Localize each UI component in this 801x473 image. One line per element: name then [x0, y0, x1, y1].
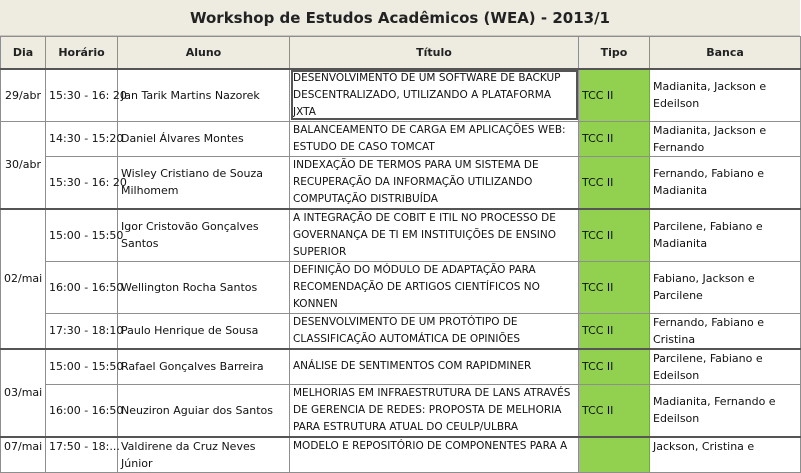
cell-horario[interactable]: 15:00 - 15:50: [46, 349, 118, 385]
header-tipo[interactable]: Tipo: [579, 37, 650, 69]
cell-aluno[interactable]: Igor Cristovão Gonçalves Santos: [118, 209, 290, 262]
cell-horario[interactable]: 16:00 - 16:50: [46, 261, 118, 313]
cell-aluno[interactable]: Paulo Henrique de Sousa: [118, 313, 290, 349]
schedule-table: [0, 36, 801, 473]
cell-banca[interactable]: Madianita, Jackson e Edeilson: [650, 69, 801, 122]
cell-dia[interactable]: 29/abr: [1, 69, 46, 122]
cell-titulo[interactable]: DEFINIÇÃO DO MÓDULO DE ADAPTAÇÃO PARA RECOMENDAÇÃO DE ARTIGOS CIENTÍFICOS NO KONNEN: [290, 261, 579, 313]
cell-aluno[interactable]: Rafael Gonçalves Barreira: [118, 349, 290, 385]
cell-tipo[interactable]: TCC II: [579, 384, 650, 437]
cell-tipo[interactable]: TCC II: [579, 121, 650, 156]
cell-aluno[interactable]: Daniel Álvares Montes: [118, 121, 290, 156]
cell-tipo[interactable]: TCC II: [579, 69, 650, 122]
table-row: [1, 121, 801, 156]
cell-titulo[interactable]: INDEXAÇÃO DE TERMOS PARA UM SISTEMA DE RECUPERAÇÃO DA INFORMAÇÃO UTILIZANDO COMPUTAÇÃO DISTRIBUÍDA: [290, 156, 579, 209]
header-titulo[interactable]: Título: [290, 37, 579, 69]
cell-titulo[interactable]: MELHORIAS EM INFRAESTRUTURA DE LANS ATRAVÉS DE GERENCIA DE REDES: PROPOSTA DE MELHORIA PARA ESTRUTURA ATUAL DO CEULP/ULBRA: [290, 384, 579, 437]
cell-banca[interactable]: Fernando, Fabiano e Madianita: [650, 156, 801, 209]
cell-banca[interactable]: Madianita, Fernando e Edeilson: [650, 384, 801, 437]
cell-titulo[interactable]: MODELO E REPOSITÓRIO DE COMPONENTES PARA A: [290, 437, 579, 473]
header-horario[interactable]: Horário: [46, 37, 118, 69]
cell-titulo[interactable]: DESENVOLVIMENTO DE UM SOFTWARE DE BACKUP DESCENTRALIZADO, UTILIZANDO A PLATAFORMA JXTA: [290, 69, 579, 122]
cell-tipo[interactable]: TCC II: [579, 313, 650, 349]
cell-aluno[interactable]: Jan Tarik Martins Nazorek: [118, 69, 290, 122]
header-aluno[interactable]: Aluno: [118, 37, 290, 69]
cell-titulo[interactable]: DESENVOLVIMENTO DE UM PROTÓTIPO DE CLASSIFICAÇÃO AUTOMÁTICA DE OPINIÕES: [290, 313, 579, 349]
cell-aluno[interactable]: Wellington Rocha Santos: [118, 261, 290, 313]
page-title: Workshop de Estudos Acadêmicos (WEA) - 2013/1: [189, 8, 610, 27]
cell-dia[interactable]: 30/abr: [1, 121, 46, 209]
cell-aluno[interactable]: Wisley Cristiano de Souza Milhomem: [118, 156, 290, 209]
table-row: [1, 313, 801, 349]
cell-tipo[interactable]: [579, 437, 650, 473]
cell-aluno[interactable]: Neuziron Aguiar dos Santos: [118, 384, 290, 437]
cell-aluno[interactable]: Valdirene da Cruz Neves Júnior: [118, 437, 290, 473]
cell-horario[interactable]: 15:30 - 16: 20: [46, 69, 118, 122]
cell-banca[interactable]: Madianita, Jackson e Fernando: [650, 121, 801, 156]
cell-horario[interactable]: 15:30 - 16: 20: [46, 156, 118, 209]
table-row: [1, 156, 801, 209]
cell-horario[interactable]: 14:30 - 15:20: [46, 121, 118, 156]
cell-tipo[interactable]: TCC II: [579, 209, 650, 262]
cell-horario[interactable]: 15:00 - 15:50: [46, 209, 118, 262]
cell-banca[interactable]: Fabiano, Jackson e Parcilene: [650, 261, 801, 313]
cell-dia[interactable]: 07/mai: [1, 437, 46, 473]
cell-titulo[interactable]: ANÁLISE DE SENTIMENTOS COM RAPIDMINER: [290, 349, 579, 385]
cell-tipo[interactable]: TCC II: [579, 261, 650, 313]
table-row: [1, 384, 801, 437]
table-row: [1, 209, 801, 262]
cell-tipo[interactable]: TCC II: [579, 349, 650, 385]
table-row: [1, 69, 801, 122]
cell-banca[interactable]: Jackson, Cristina e: [650, 437, 801, 473]
cell-dia[interactable]: 03/mai: [1, 349, 46, 437]
cell-dia[interactable]: 02/mai: [1, 209, 46, 349]
cell-banca[interactable]: Parcilene, Fabiano e Madianita: [650, 209, 801, 262]
cell-banca[interactable]: Parcilene, Fabiano e Edeilson: [650, 349, 801, 385]
cell-horario[interactable]: 17:30 - 18:10: [46, 313, 118, 349]
title-bar: [0, 0, 800, 36]
cell-tipo[interactable]: TCC II: [579, 156, 650, 209]
cell-banca[interactable]: Fernando, Fabiano e Cristina: [650, 313, 801, 349]
table-row: [1, 261, 801, 313]
table-row: [1, 437, 801, 473]
cell-horario[interactable]: 16:00 - 16:50: [46, 384, 118, 437]
table-row: [1, 349, 801, 385]
header-banca[interactable]: Banca: [650, 37, 801, 69]
cell-horario[interactable]: 17:50 - 18:...: [46, 437, 118, 473]
cell-titulo[interactable]: BALANCEAMENTO DE CARGA EM APLICAÇÕES WEB: ESTUDO DE CASO TOMCAT: [290, 121, 579, 156]
header-dia[interactable]: Dia: [1, 37, 46, 69]
cell-titulo[interactable]: A INTEGRAÇÃO DE COBIT E ITIL NO PROCESSO DE GOVERNANÇA DE TI EM INSTITUIÇÕES DE ENSINO SUPERIOR: [290, 209, 579, 262]
header-row: [1, 37, 801, 69]
